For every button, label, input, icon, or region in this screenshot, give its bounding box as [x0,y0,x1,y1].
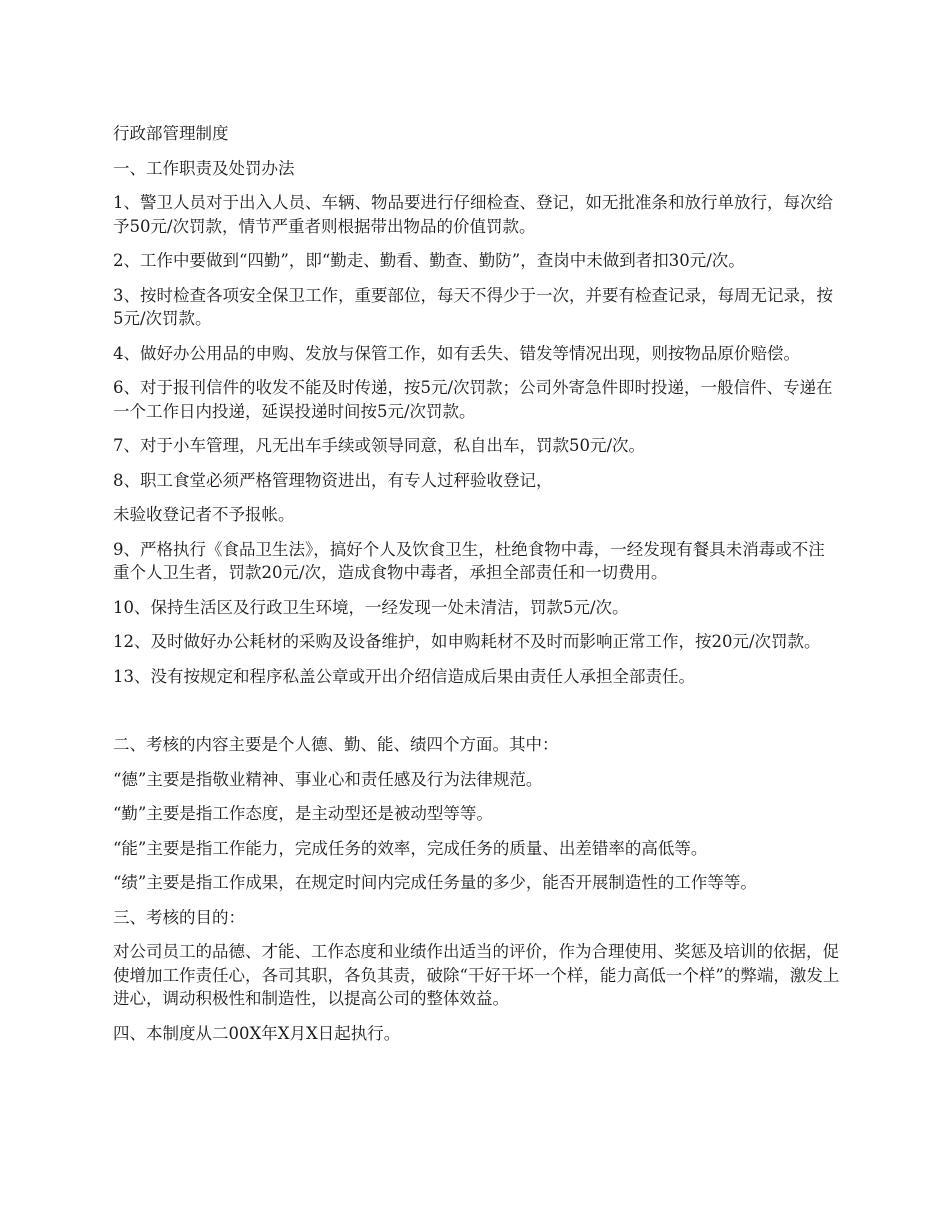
section-1-heading: 一、工作职责及处罚办法 [113,158,295,178]
rule-item: 未验收登记者不予报帐。 [113,505,295,524]
rule-item: 12、及时做好办公耗材的采购及设备维护，如申购耗材不及时而影响正常工作，按20元/次罚款。 [113,632,821,651]
rule-item: 4、做好办公用品的申购、发放与保管工作，如有丢失、错发等情况出现，则按物品原价赔偿。 [113,343,800,363]
section-3-body: 对公司员工的品德、才能、工作态度和业绩作出适当的评价，作为合理使用、奖惩及培训的依据，促使增加工作责任心，各司其职，各负其责，破除“干好干坏一个样，能力高低一个样”的弊端，激发上进心，调动积极性和制造性，以提高公司的整体效益。 [113,942,840,1008]
rule-item: 13、没有按规定和程序私盖公章或开出介绍信造成后果由责任人承担全部责任。 [113,666,695,686]
section-2-heading: 二、考核的内容主要是个人德、勤、能、绩四个方面。其中： [113,735,559,754]
document-title: 行政部管理制度 [113,124,229,143]
rule-item: 2、工作中要做到“四勤”，即“勤走、勤看、勤查、勤防”，查岗中未做到者扣30元/次。 [113,251,745,270]
rule-item: 10、保持生活区及行政卫生环境，一经发现一处未清洁，罚款5元/次。 [113,597,629,617]
rule-item: 8、职工食堂必须严格管理物资进出，有专人过秤验收登记， [113,470,553,490]
assessment-item: “能”主要是指工作能力，完成任务的效率，完成任务的质量、出差错率的高低等。 [113,838,708,858]
section-3-heading: 三、考核的目的： [113,907,245,927]
document-body [113,122,840,1056]
blank-line [113,699,840,733]
rule-item: 6、对于报刊信件的收发不能及时传递，按5元/次罚款；公司外寄急件即时投递，一般信件、专递在一个工作日内投递，延误投递时间按5元/次罚款。 [113,378,833,421]
rule-item: 1、警卫人员对于出入人员、车辆、物品要进行仔细检查、登记，如无批准条和放行单放行，每次给予50元/次罚款，情节严重者则根据带出物品的价值罚款。 [113,193,833,236]
assessment-item: “勤”主要是指工作态度，是主动型还是被动型等等。 [113,804,493,823]
rule-item: 3、按时检查各项安全保卫工作，重要部位，每天不得少于一次，并要有检查记录，每周无记录，按5元/次罚款。 [113,285,833,328]
assessment-item: “绩”主要是指工作成果，在规定时间内完成任务量的多少，能否开展制造性的工作等等。 [113,873,757,892]
rule-item: 7、对于小车管理，凡无出车手续或领导同意，私自出车，罚款50元/次。 [113,436,646,455]
assessment-item: “德”主要是指敬业精神、事业心和责任感及行为法律规范。 [113,769,543,789]
rule-item: 9、严格执行《食品卫生法》，搞好个人及饮食卫生，杜绝食物中毒，一经发现有餐具未消毒或不注重个人卫生者，罚款20元/次，造成食物中毒者，承担全部责任和一切费用。 [113,539,825,582]
section-4-heading: 四、本制度从二00X年X月X日起执行。 [113,1023,401,1043]
